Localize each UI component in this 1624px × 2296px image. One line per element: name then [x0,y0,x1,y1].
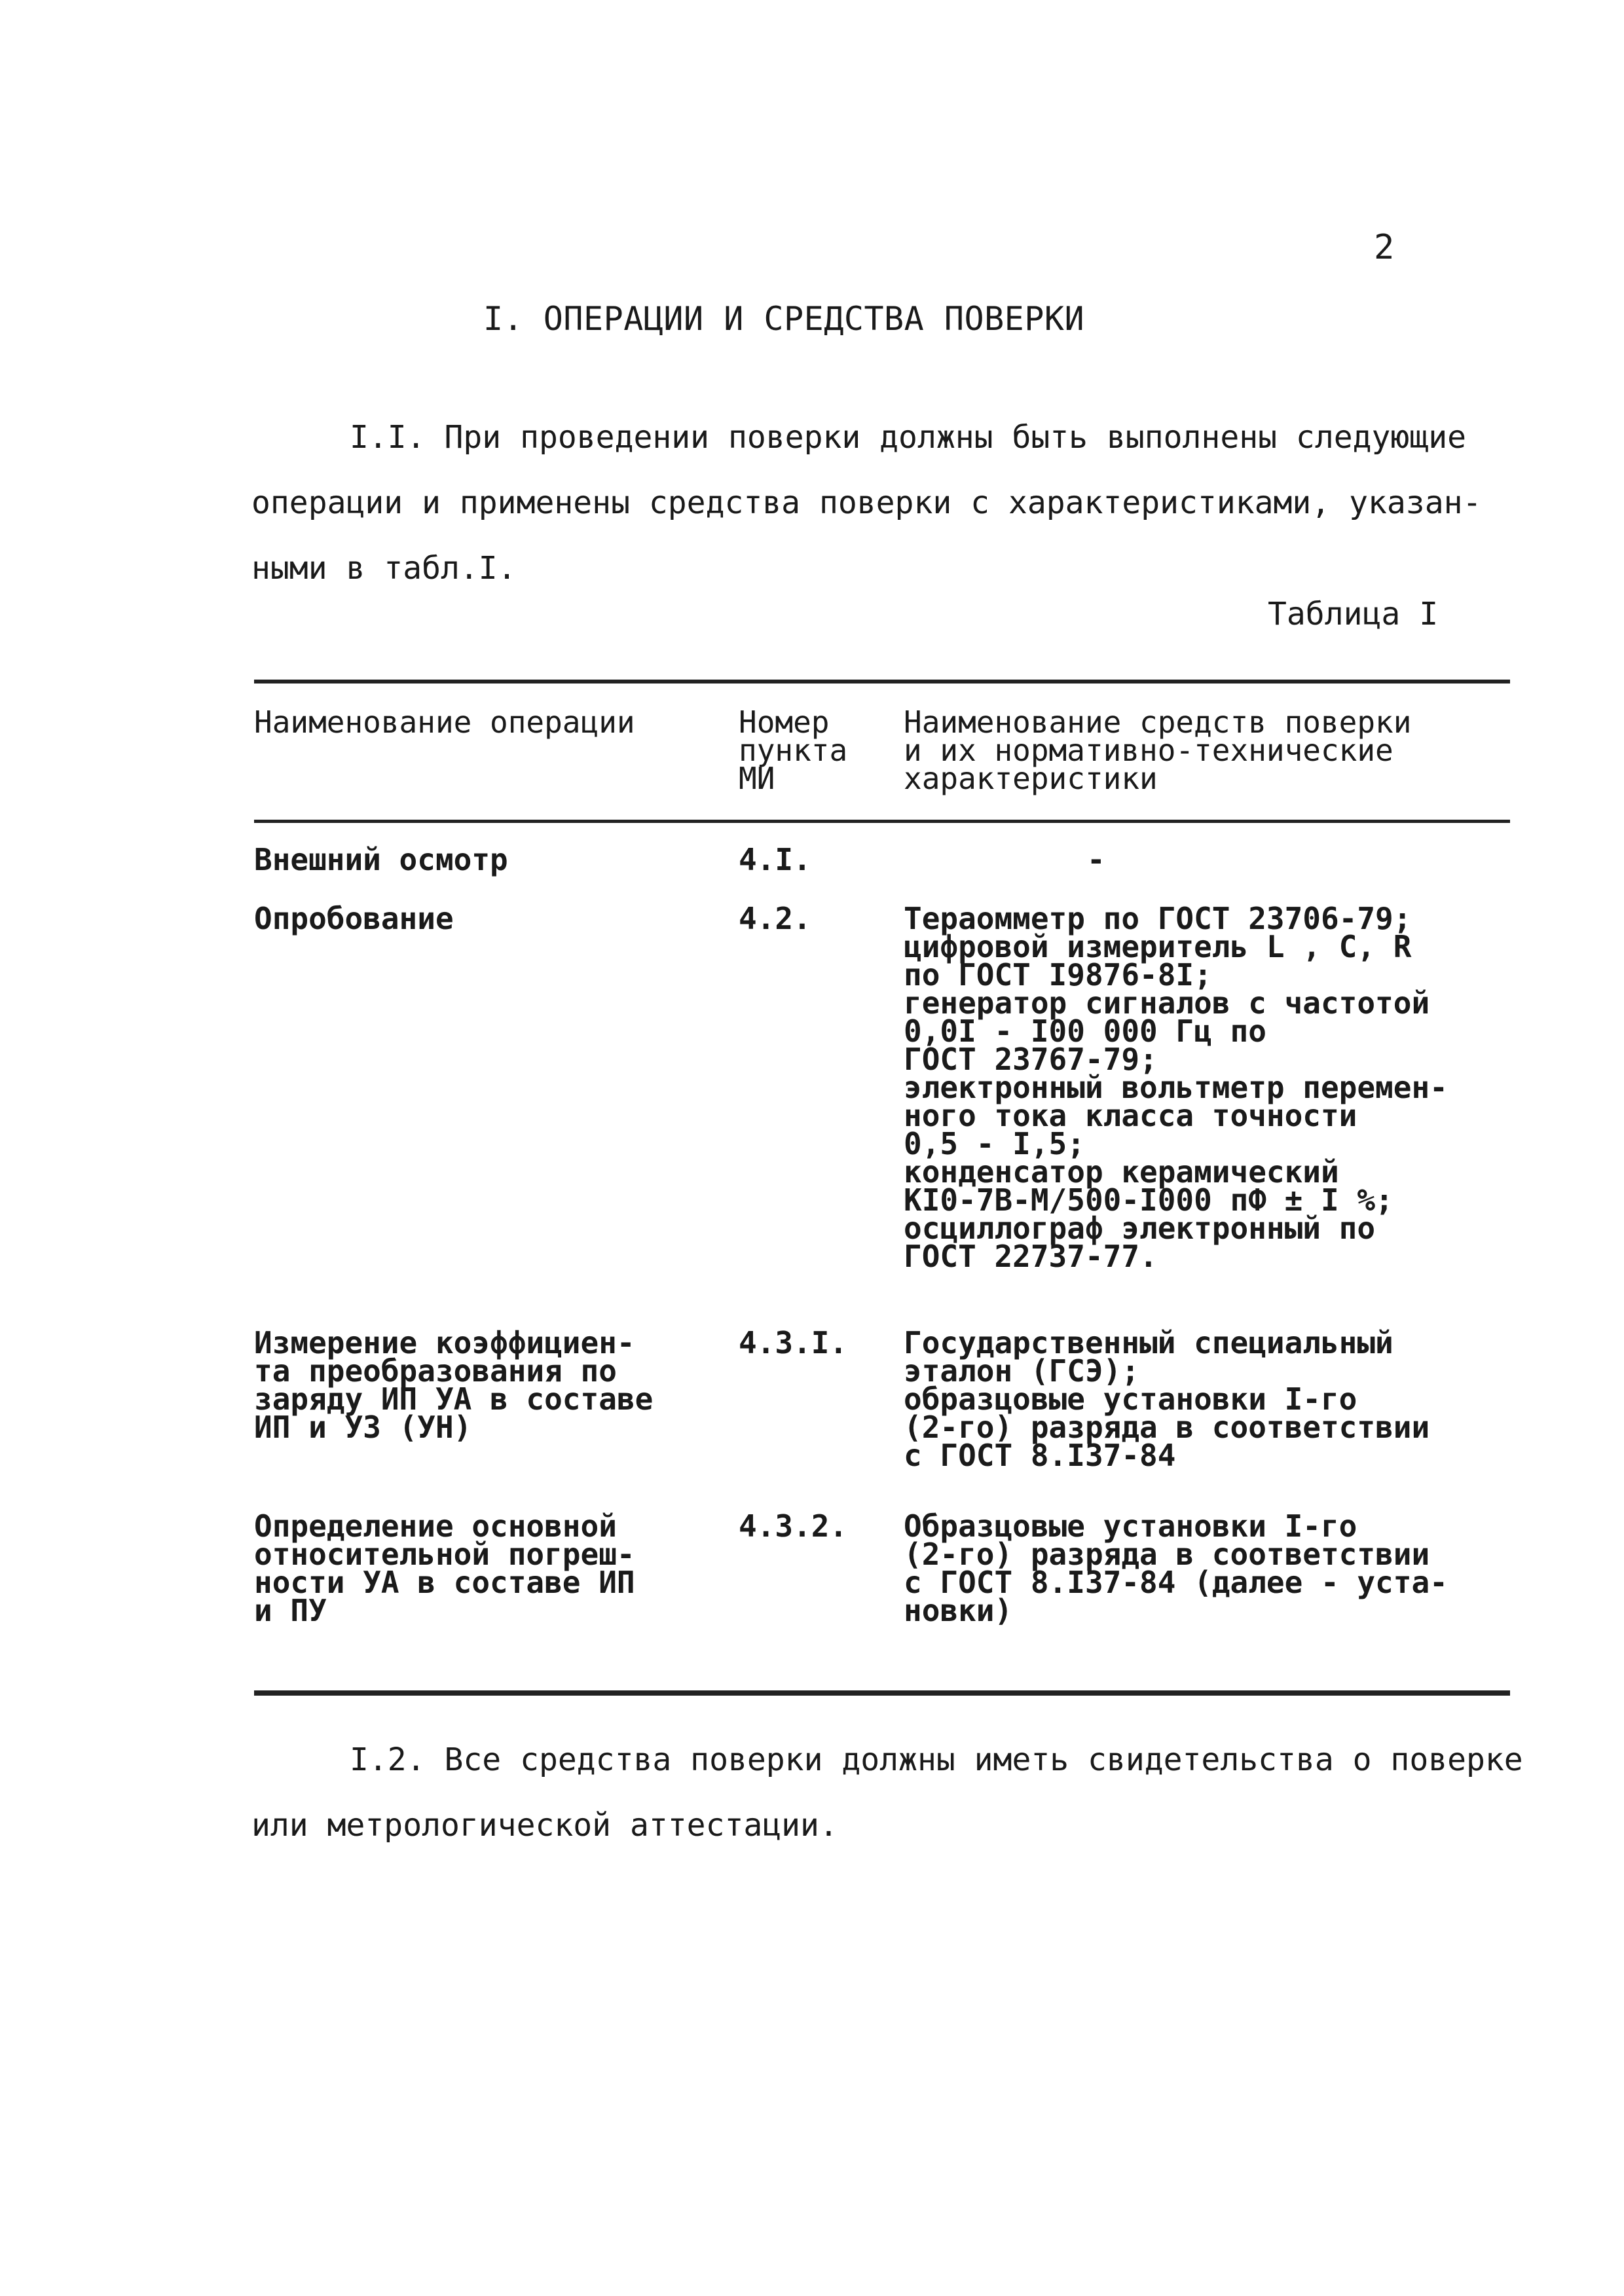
cell-line: ности УА в составе ИП [254,1565,635,1600]
table-row-means [904,901,1513,1274]
cell-line: та преобразования по [254,1353,617,1389]
cell-line: электронный вольтметр перемен- [904,1070,1448,1105]
paragraph-line: операции и применены средства поверки с характеристиками, указан- [251,484,1482,521]
cell-line: Опробование [254,901,454,936]
cell-line: Определение основной [254,1508,617,1544]
table-caption: Таблица I [1268,596,1439,632]
paragraph-1-2 [251,1727,1523,1858]
cell-line: (2-го) разряда в соответствии [904,1410,1430,1445]
cell-line: 0,0I - I00 000 Гц по [904,1013,1266,1049]
table-row-item-number: 4.I. [739,842,811,877]
table-bottom-rule [254,1690,1510,1696]
cell-line: ИП и УЗ (УН) [254,1410,472,1445]
cell-line: - [1087,842,1105,877]
header-line: Наименование средств поверки [904,704,1412,740]
paragraph-line: I.2. Все средства поверки должны иметь свидетельства о поверке [350,1741,1523,1778]
table-row-item-number: 4.2. [739,901,811,936]
cell-line: относительной погреш- [254,1537,635,1572]
header-means [904,704,1513,796]
table-row-operation [254,1325,712,1445]
table-row-means [904,1508,1513,1628]
cell-line: с ГОСТ 8.I37-84 [904,1438,1176,1473]
paragraph-1-1 [251,405,1496,601]
cell-line: цифровой измеритель L , C, R [904,929,1412,964]
cell-line: по ГОСТ I9876-8I; [904,957,1212,993]
table-row-operation [254,1508,712,1628]
cell-line: эталон (ГСЭ); [904,1353,1140,1389]
cell-line: ГОСТ 22737-77. [904,1239,1158,1274]
cell-line: ного тока класса точности [904,1098,1357,1133]
paragraph-line: ными в табл.I. [251,550,517,587]
header-line: пункта [739,733,848,768]
header-line: Номер [739,704,830,740]
table-header-rule [254,820,1510,823]
cell-line: осциллограф электронный по [904,1211,1376,1246]
header-line: характеристики [904,761,1158,796]
table-row-operation [254,842,712,877]
header-line: и их нормативно-технические [904,733,1393,768]
table-row-item-number: 4.3.I. [739,1325,848,1360]
table-row-means [1087,842,1105,877]
header-item-number [739,704,889,796]
header-line: Наименование операции [254,704,635,740]
section-title: I. ОПЕРАЦИИ И СРЕДСТВА ПОВЕРКИ [483,300,1085,338]
cell-line: заряду ИП УА в составе [254,1381,654,1417]
cell-line: и ПУ [254,1593,327,1628]
paragraph-line: I.I. При проведении поверки должны быть выполнены следующие [350,419,1467,456]
cell-line: с ГОСТ 8.I37-84 (далее - уста- [904,1565,1448,1600]
table-row-means [904,1325,1513,1473]
cell-line: Внешний осмотр [254,842,508,877]
cell-line: конденсатор керамический [904,1154,1339,1190]
cell-line: Тераомметр по ГОСТ 23706-79; [904,901,1412,936]
cell-line: новки) [904,1593,1013,1628]
cell-line: Образцовые установки I-го [904,1508,1357,1544]
table-row-operation [254,901,712,936]
header-line: МИ [739,761,775,796]
header-operation [254,704,712,740]
cell-line: Государственный специальный [904,1325,1393,1360]
cell-line: ГОСТ 23767-79; [904,1042,1158,1077]
paragraph-line: или метрологической аттестации. [251,1807,838,1844]
cell-line: 0,5 - I,5; [904,1126,1085,1161]
table-top-rule [254,680,1510,683]
page-number: 2 [1374,228,1395,267]
cell-line: образцовые установки I-го [904,1381,1357,1417]
cell-line: КI0-7В-М/500-I000 пФ ± I %; [904,1182,1393,1218]
cell-line: (2-го) разряда в соответствии [904,1537,1430,1572]
cell-line: Измерение коэффициен- [254,1325,635,1360]
cell-line: генератор сигналов с частотой [904,985,1430,1021]
table-row-item-number: 4.3.2. [739,1508,848,1544]
